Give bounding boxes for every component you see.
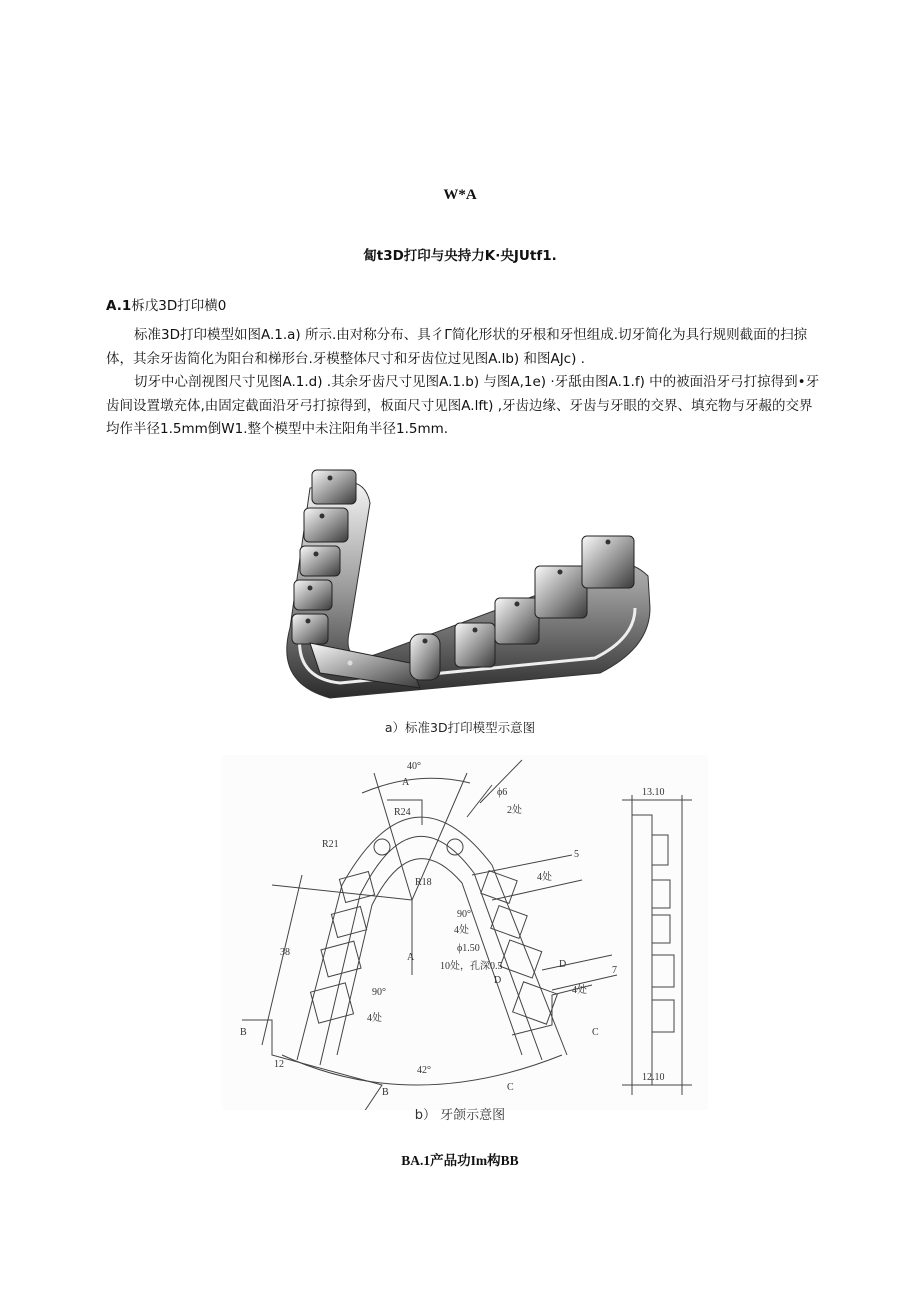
section-heading (106, 294, 226, 314)
paragraph-2 (106, 371, 822, 442)
dim-side-top: 13.10 (642, 787, 665, 798)
dim-side-bottom: 12.10 (642, 1072, 665, 1083)
figure-b-caption: b） 牙颌示意图 (414, 1108, 506, 1123)
dim-phi6: ϕ6 (497, 787, 508, 798)
figure-title: BA.1产品功Im构BB (401, 1153, 519, 1168)
dim-count-2: 2处 (507, 805, 522, 816)
dim-width-12: 12 (274, 1059, 284, 1070)
section-label-d2: D (494, 975, 502, 986)
dim-angle-90-left: 90° (372, 987, 386, 998)
figure-a-3d-model (270, 458, 670, 716)
section-number: A.1 (106, 298, 132, 314)
figure-a-caption: a）标准3D打印模型示意图 (384, 720, 536, 735)
section-label-a2: A (407, 952, 415, 963)
dim-hole-note: 10处，孔深0.5 (440, 961, 503, 972)
dim-angle-bottom: 42° (417, 1065, 431, 1076)
section-label-c1: C (592, 1027, 599, 1038)
dim-hole-diameter: ϕ1.50 (457, 943, 480, 954)
appendix-title: 匐t3D打印与央持力K·央JUtf1. (363, 248, 557, 264)
dim-square-5: 5 (574, 849, 579, 860)
appendix-label: W*A (443, 187, 477, 203)
dim-length-38: 38 (280, 947, 290, 958)
section-label-b2: B (382, 1087, 389, 1098)
dental-jaw-technical-drawing (222, 755, 708, 1110)
paragraph-2-text: 切牙中心剖视图尺寸见图A.1.d) .其余牙齿尺寸见图A.1.b) 与图A,1e) ·牙舐由图A.1.f) 中的被面沿牙弓打掠得到•牙齿间设置墩充体,由固定截面沿牙弓打掠得到，板面尺寸见图A.lft) ,牙齿边缘、牙齿与牙眼的交界、填充物与牙赧的交界均作半径1.5mm倒W1.整个模型中未注阳角半径1.5mm. (106, 374, 820, 437)
dim-square-7: 7 (612, 965, 617, 976)
section-label-b1: B (240, 1027, 247, 1038)
paragraph-1 (106, 324, 822, 371)
dim-count-sq5: 4处 (537, 872, 552, 883)
paragraph-1-text: 标准3D打印模型如图A.1.a) 所示.由对称分布、具彳Γ简化形状的牙根和牙怛组成.切牙简化为具行规则截面的扫掠体，其余牙齿简化为阳台和梯形台.牙模整体尺寸和牙齿位过见图A.lb) 和图AJc) . (106, 327, 808, 367)
section-heading-text: 柝戊3D打印横0 (131, 298, 227, 314)
dim-count-90-left: 4处 (367, 1013, 382, 1024)
dim-r18: R18 (415, 877, 432, 888)
section-label-d1: D (559, 959, 567, 970)
dim-count-90-right: 4处 (454, 925, 469, 936)
figure-b-drawing (222, 755, 708, 1110)
dim-count-sq7: 4处 (572, 985, 587, 996)
dim-r24: R24 (394, 807, 411, 818)
dim-r21: R21 (322, 839, 339, 850)
section-label-a1: A (402, 777, 410, 788)
section-label-c2: C (507, 1082, 514, 1093)
dim-angle-90-right: 90° (457, 909, 471, 920)
dim-angle-top: 40° (407, 761, 421, 772)
dental-arch-3d-icon (270, 458, 670, 716)
